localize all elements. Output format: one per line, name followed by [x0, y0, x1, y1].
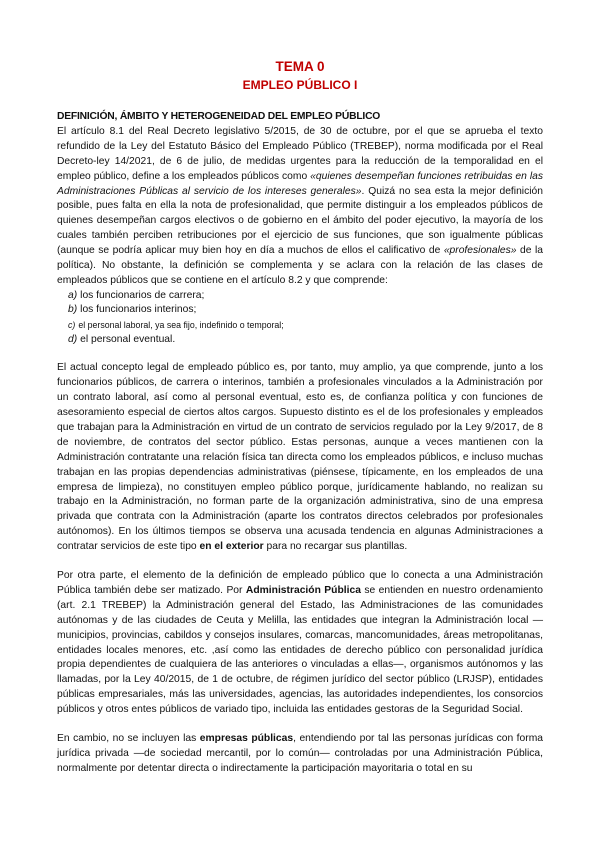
list-item	[68, 289, 543, 304]
list-marker: b)	[68, 304, 78, 316]
paragraph-text: En cambio, no se incluyen las	[57, 733, 200, 745]
paragraph-text: de la política). No obstante, la definición se complementa y se aclara con la relación de las clases de empleados públicos que se contiene en el artículo 8.2 y que comprende:	[57, 245, 543, 286]
paragraph-gap	[57, 555, 543, 569]
paragraph-gap	[57, 347, 543, 361]
list-marker: a)	[68, 289, 78, 301]
document-body	[57, 110, 543, 777]
list-marker: c)	[68, 320, 76, 331]
bold-term: Administración Pública	[245, 584, 361, 596]
list-item	[68, 303, 543, 318]
paragraph-gap	[57, 718, 543, 732]
bold-term: empresas públicas	[199, 733, 294, 745]
list-item-text: el personal laboral, ya sea fijo, indefinido o temporal;	[78, 320, 284, 331]
title-block	[0, 58, 600, 94]
paragraph-text: El artículo 8.1 del Real Decreto legislativo 5/2015, de 30 de octubre, por el que se aprueba el texto refundido de la Ley del Estatuto Básico del Empleado Público (TREBEP), norma modificada por el Real Decreto-ley 14/2021, de 6 de julio, de medidas urgentes para la reducción de la temporalidad en el empleo público, define a los empleados públicos como	[57, 125, 543, 182]
quoted-definition: «quienes desempeñan funciones retribuidas en las Administraciones Públicas al servicio de los intereses generales»	[57, 170, 543, 197]
list-item-text: el personal eventual.	[80, 333, 176, 345]
paragraph-text: Por otra parte, el elemento de la definición de empleado público que lo conecta a una Administración Pública también debe ser matizado. Por	[57, 570, 543, 596]
paragraph-administration	[57, 569, 543, 718]
paragraph-text: se entienden en nuestro ordenamiento (art. 2.1 TREBEP) la Administración general del Estado, las Administraciones de las comunidades autónomas y de las ciudades de Ceuta y Melilla, las entidades que integran la Administración local —municipios, provincias, cabildos y consejos insulares, comarcas, mancomunidades, áreas metropolitanas, entidades locales menores, etc. ,así como las entidades de derecho público con personalidad jurídica propia dependientes de cualquiera de las anteriores o vinculadas a ellas—, organismos autónomos y las llamadas, por la Ley 40/2015, de 1 de octubre, de régimen jurídico del sector público (LRJSP), entidades públicas empresariales, más las universidades, agencias, las autoridades independientes, los consorcios públicos y otros entes públicos de variado tipo, incluida las entidades gestoras de la Seguridad Social.	[57, 584, 543, 716]
paragraph-concept	[57, 361, 543, 555]
topic-title: EMPLEO PÚBLICO I	[242, 78, 358, 92]
paragraph-text: para no recargar sus plantillas.	[263, 541, 408, 553]
list-item-text: los funcionarios de carrera;	[80, 289, 205, 301]
employee-classes-list	[57, 289, 543, 347]
paragraph-definition	[57, 125, 543, 289]
paragraph-public-companies	[57, 732, 543, 777]
list-item	[68, 333, 543, 348]
topic-number: TEMA 0	[275, 59, 325, 74]
quoted-term: «profesionales»	[443, 245, 517, 257]
list-marker: d)	[68, 333, 78, 345]
paragraph-text: . Quizá no sea esta la mejor definición posible, pues falta en ella la nota de profesionalidad, que permite distinguir a los empleados públicos de quienes desempeñan cargos electivos o de gobierno en el ámbito del poder ejecutivo, la mayoría de los cuales también perciben retribuciones por el ejercicio de sus funciones, que son igualmente públicas (aunque se podría aplicar muy bien hoy en día a muchos de ellos el calificativo de	[57, 185, 543, 257]
paragraph-text: , entendiendo por tal las personas jurídicas con forma jurídica privada —de sociedad mercantil, por lo común— controladas por una Administración Pública, normalmente por detentar directa o indirectamente la participación mayoritaria o total en su	[57, 733, 543, 774]
section-heading: DEFINICIÓN, ÁMBITO Y HETEROGENEIDAD DEL EMPLEO PÚBLICO	[57, 111, 381, 122]
list-item-text: los funcionarios interinos;	[80, 304, 197, 316]
list-item	[68, 318, 543, 333]
paragraph-text: El actual concepto legal de empleado público es, por tanto, muy amplio, ya que comprende, junto a los funcionarios públicos, de carrera o interinos, también a profesionales vinculados a la Administración por un contrato laboral, así como al personal eventual, esto es, de confianza política y con funciones de asesoramiento especial de ciertos altos cargos. Supuesto distinto es el de los profesionales y empleados que trabajan para la Administración en virtud de un contrato de servicios regulado por la Ley 9/2017, de 8 de noviembre, de contratos del sector público. Estas personas, aunque a veces mantienen con la Administración contratante una relación física tan directa como los empleados públicos, e incluso muchas trabajan en las propias dependencias administrativas (piénsese, típicamente, en los empleados de una empresa de limpieza), no constituyen empleo público porque, jurídicamente hablando, no realizan su trabajo en la Administración, no forman parte de la organización administrativa, sino de una empresa privada que contrata con la Administración (aparte los contratos directos celebrados por profesionales autónomos). En los últimos tiempos se observa una acusada tendencia en algunas Administraciones a contratar servicios de este tipo	[57, 362, 543, 553]
bold-term: en el exterior	[199, 541, 264, 553]
